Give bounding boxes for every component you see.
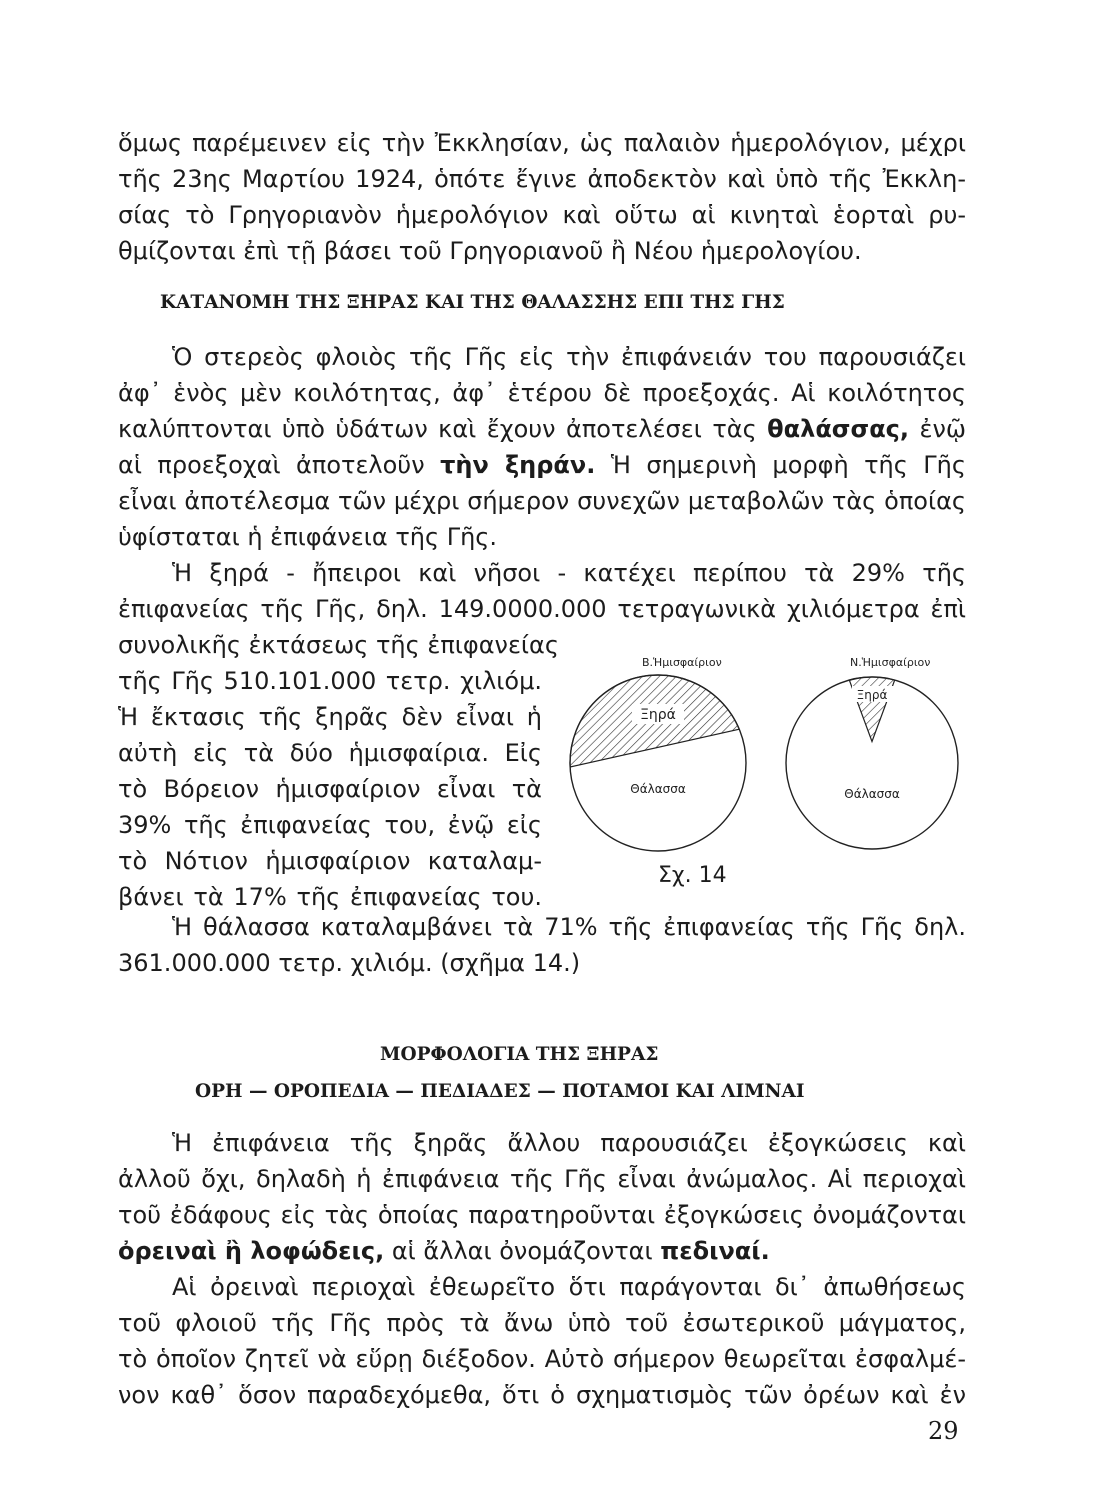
- text-line: θμίζονται ἐπὶ τῇ βάσει τοῦ Γρηγοριανοῦ ἢ Νέου ἡμερολογίου.: [118, 237, 862, 265]
- north-hemisphere-title: Β.Ἡμισφαίριον: [642, 656, 722, 669]
- south-hemisphere-title: Ν.Ἡμισφαίριον: [850, 656, 931, 669]
- text-line: τὸ Βόρειον ἡμισφαίριον εἶναι τὰ: [118, 775, 542, 803]
- text-line: Αἱ ὀρειναὶ περιοχαὶ ἐθεωρεῖτο ὅτι παράγονται δι᾽ ἀπωθήσεως: [172, 1273, 966, 1301]
- text-line: τὸ ὁποῖον ζητεῖ νὰ εὕρῃ διέξοδον. Αὐτὸ σήμερον θεωρεῖται ἐσφαλμέ-: [118, 1345, 966, 1373]
- text-line: ὅμως παρέμεινεν εἰς τὴν Ἐκκλησίαν, ὡς παλαιὸν ἡμερολόγιον, μέχρι: [118, 129, 966, 157]
- text-line: ἀφ᾽ ἑνὸς μὲν κοιλότητας, ἀφ᾽ ἑτέρου δὲ προεξοχάς. Αἱ κοιλότητος: [118, 379, 966, 407]
- text-line: ἐπιφανείας τῆς Γῆς, δηλ. 149.0000.000 τετραγωνικὰ χιλιόμετρα ἐπὶ: [118, 595, 966, 623]
- text-line: αὐτὴ εἰς τὰ δύο ἡμισφαίρια. Εἰς: [118, 739, 542, 767]
- text-span: Ἡ σημερινὴ μορφὴ τῆς Γῆς: [610, 451, 966, 479]
- text-span: ἐνῷ: [919, 415, 966, 443]
- text-line: Ἡ ἐπιφάνεια τῆς ξηρᾶς ἄλλου παρουσιάζει ἐξογκώσεις καὶ: [172, 1129, 966, 1157]
- text-line: νον καθ᾽ ὅσον παραδεχόμεθα, ὅτι ὁ σχηματισμὸς τῶν ὀρέων καὶ ἐν: [118, 1381, 966, 1409]
- text-line: Ἡ θάλασσα καταλαμβάνει τὰ 71% τῆς ἐπιφανείας τῆς Γῆς δηλ.: [172, 913, 966, 941]
- figure-caption: Σχ. 14: [658, 863, 727, 888]
- south-sea-label: Θάλασσα: [844, 787, 900, 801]
- north-land-label: Ξηρά: [640, 707, 676, 723]
- section-heading: ΜΟΡΦΟΛΟΓΙΑ ΤΗΣ ΞΗΡΑΣ: [380, 1044, 659, 1065]
- hemisphere-figure: [560, 648, 960, 888]
- text-line: ὑφίσταται ἡ ἐπιφάνεια τῆς Γῆς.: [118, 523, 497, 551]
- text-line: Ἡ ἔκτασις τῆς ξηρᾶς δὲν εἶναι ἡ: [118, 703, 542, 731]
- text-line: τοῦ ἐδάφους εἰς τὰς ὁποίας παρατηροῦνται ἐξογκώσεις ὀνομάζονται: [118, 1201, 966, 1229]
- section-heading: ΚΑΤΑΝΟΜΗ ΤΗΣ ΞΗΡΑΣ ΚΑΙ ΤΗΣ ΘΑΛΑΣΣΗΣ ΕΠΙ ΤΗΣ ΓΗΣ: [160, 292, 785, 313]
- text-line: τῆς 23ης Μαρτίου 1924, ὁπότε ἔγινε ἀποδεκτὸν καὶ ὑπὸ τῆς Ἐκκλη-: [118, 165, 966, 193]
- page-number: 29: [928, 1417, 959, 1445]
- text-span: αἱ ἄλλαι ὀνομάζονται: [391, 1237, 653, 1265]
- text-line: 39% τῆς ἐπιφανείας του, ἐνῷ εἰς: [118, 811, 542, 839]
- south-land-label: Ξηρά: [856, 688, 888, 702]
- bold-term: ὀρειναὶ ἢ λοφώδεις,: [118, 1237, 385, 1265]
- text-line: βάνει τὰ 17% τῆς ἐπιφανείας του.: [118, 883, 542, 911]
- text-line: σίας τὸ Γρηγοριανὸν ἡμερολόγιον καὶ οὕτω αἱ κινηταὶ ἑορταὶ ρυ-: [118, 201, 966, 229]
- text-line: ἀλλοῦ ὄχι, δηλαδὴ ἡ ἐπιφάνεια τῆς Γῆς εἶναι ἀνώμαλος. Αἱ περιοχαὶ: [118, 1165, 966, 1193]
- text-line: Ἡ ξηρά - ἤπειροι καὶ νῆσοι - κατέχει περίπου τὰ 29% τῆς: [172, 559, 966, 587]
- text-line: τὸ Νότιον ἡμισφαίριον καταλαμ-: [118, 847, 542, 875]
- bold-term: πεδιναί.: [660, 1237, 770, 1265]
- text-span: καλύπτονται ὑπὸ ὑδάτων καὶ ἔχουν ἀποτελέσει τὰς: [118, 415, 757, 443]
- text-line: Ὁ στερεὸς φλοιὸς τῆς Γῆς εἰς τὴν ἐπιφάνειάν του παρουσιάζει: [172, 343, 966, 371]
- section-subheading: ΟΡΗ — ΟΡΟΠΕΔΙΑ — ΠΕΔΙΑΔΕΣ — ΠΟΤΑΜΟΙ ΚΑΙ ΛΙΜΝΑΙ: [195, 1081, 805, 1102]
- text-line: [118, 450, 966, 480]
- text-line: 361.000.000 τετρ. χιλιόμ. (σχῆμα 14.): [118, 949, 581, 977]
- text-line: εἶναι ἀποτέλεσμα τῶν μέχρι σήμερον συνεχῶν μεταβολῶν τὰς ὁποίας: [118, 487, 966, 515]
- text-line: συνολικῆς ἐκτάσεως τῆς ἐπιφανείας: [118, 631, 559, 659]
- text-span: αἱ προεξοχαὶ ἀποτελοῦν: [118, 451, 425, 479]
- bold-term: θαλάσσας,: [767, 415, 910, 443]
- bold-term: τὴν ξηράν.: [440, 451, 596, 479]
- text-line: [118, 1236, 966, 1266]
- north-sea-label: Θάλασσα: [630, 782, 686, 796]
- text-line: τοῦ φλοιοῦ τῆς Γῆς πρὸς τὰ ἄνω ὑπὸ τοῦ ἐσωτερικοῦ μάγματος,: [118, 1309, 966, 1337]
- text-line: τῆς Γῆς 510.101.000 τετρ. χιλιόμ.: [118, 667, 542, 695]
- text-line: [118, 414, 966, 444]
